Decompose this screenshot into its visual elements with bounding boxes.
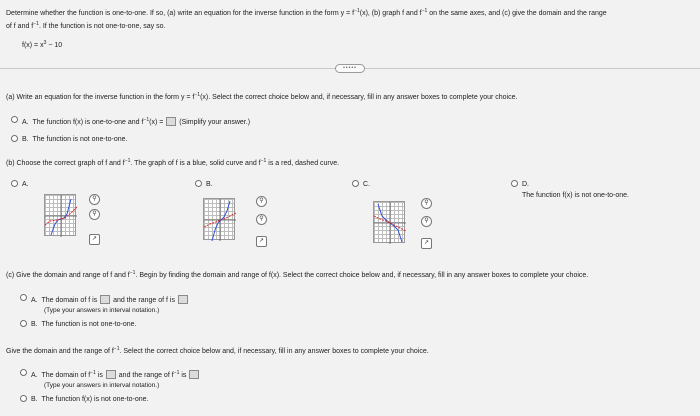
part-b-option-c-letter: C. <box>363 181 370 188</box>
part-c-option-a-label: A. The domain of f is and the range of f is <box>31 295 189 304</box>
part-c-option-a-radio[interactable] <box>20 294 27 301</box>
part-a-option-a-radio[interactable] <box>11 116 18 123</box>
part-c-option-a-hint: (Type your answers in interval notation.) <box>44 307 160 314</box>
domain-of-f-answer-box[interactable] <box>100 295 110 304</box>
part-b-option-b-letter: B. <box>206 181 213 188</box>
intro-line-1: Determine whether the function is one-to-one. If so, (a) write an equation for the inverse function in the form $y = f^{-1}(x)$, (b) graph f and $f^{-1}$ on the same axes, and (c) give the domain and the range <box>6 8 607 17</box>
divider-expand-button[interactable]: ••••• <box>335 64 365 73</box>
part-a-option-a-label: A. The function f(x) is one-to-one and $f^{-1}(x)$ = (Simplify your answer.) <box>22 117 251 126</box>
part-b-option-d-letter: D. <box>522 181 529 188</box>
part-c-inverse-option-b-radio[interactable] <box>20 395 27 402</box>
part-b-prompt: (b) Choose the correct graph of f and $f^{-1}$. The graph of f is a blue, solid curve and $f^{-1}$ is a red, dashed curve. <box>6 158 340 167</box>
zoom-out-icon[interactable]: ⚲ <box>89 209 100 220</box>
function-definition: $f(x) = x^3 - 10$ <box>22 40 63 49</box>
part-c-inverse-option-a-radio[interactable] <box>20 369 27 376</box>
part-b-option-d-radio[interactable] <box>511 180 518 187</box>
part-b-option-c-radio[interactable] <box>352 180 359 187</box>
part-c-inverse-option-a-hint: (Type your answers in interval notation.) <box>44 382 160 389</box>
part-a-prompt: (a) Write an equation for the inverse function in the form $y = f^{-1}(x)$. Select the correct choice below and, if necessary, fill in any answer boxes to complete your choice. <box>6 92 518 101</box>
part-b-option-a-graph <box>44 194 76 236</box>
zoom-out-icon[interactable]: ⚲ <box>421 216 432 227</box>
zoom-out-icon[interactable]: ⚲ <box>256 214 267 225</box>
part-a-option-b-label: B. The function is not one-to-one. <box>22 136 128 143</box>
zoom-in-icon[interactable]: ⚲ <box>421 198 432 209</box>
domain-of-f-inverse-answer-box[interactable] <box>106 370 116 379</box>
intro-line-2: of f and $f^{-1}$. If the function is not one-to-one, say so. <box>6 21 166 30</box>
part-b-option-a-radio[interactable] <box>11 180 18 187</box>
part-b-option-b-graph <box>203 198 235 240</box>
part-c-prompt: (c) Give the domain and range of f and $f^{-1}$. Begin by finding the domain and range of f(x). Select the correct choice below and, if necessary, fill in any answer boxes to complete your choice. <box>6 270 589 279</box>
range-of-f-answer-box[interactable] <box>178 295 188 304</box>
part-b-option-a-letter: A. <box>22 181 29 188</box>
part-b-option-c-graph <box>373 201 405 243</box>
expand-icon[interactable]: ↗ <box>421 238 432 249</box>
part-c-inverse-prompt: Give the domain and the range of $f^{-1}$. Select the correct choice below and, if necessary, fill in any answer boxes to complete your choice. <box>6 346 429 355</box>
part-c-inverse-option-b-label: B. The function f(x) is not one-to-one. <box>31 396 149 403</box>
part-b-option-b-radio[interactable] <box>195 180 202 187</box>
part-c-option-b-radio[interactable] <box>20 320 27 327</box>
range-of-f-inverse-answer-box[interactable] <box>189 370 199 379</box>
part-c-option-b-label: B. The function is not one-to-one. <box>31 321 137 328</box>
part-a-option-b-radio[interactable] <box>11 135 18 142</box>
graph-b-f-curve <box>212 201 230 241</box>
zoom-in-icon[interactable]: ⚲ <box>89 194 100 205</box>
part-b-option-d-label: The function f(x) is not one-to-one. <box>522 192 629 199</box>
zoom-in-icon[interactable]: ⚲ <box>256 196 267 207</box>
expand-icon[interactable]: ↗ <box>89 234 100 245</box>
part-a-inverse-answer-box[interactable] <box>166 117 176 126</box>
part-c-inverse-option-a-label: A. The domain of $f^{-1}$ is and the range of $f^{-1}$ is <box>31 370 200 379</box>
expand-icon[interactable]: ↗ <box>256 236 267 247</box>
